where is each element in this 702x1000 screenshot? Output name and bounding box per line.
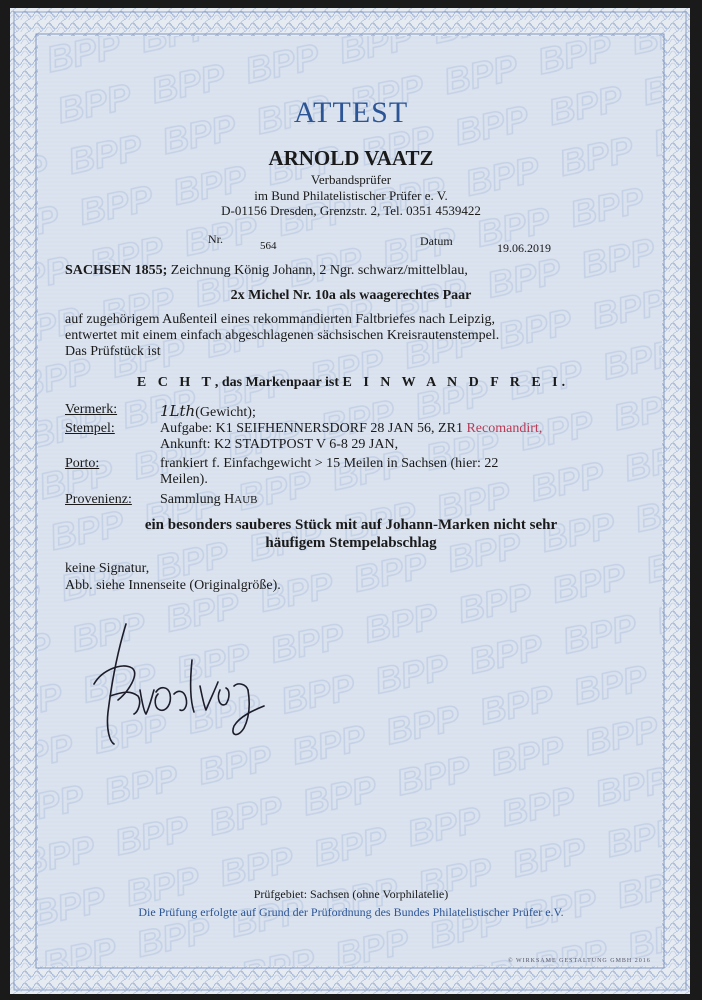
stempel-aufgabe	[160, 421, 542, 437]
footer-pruefgebiet: Prüfgebiet: Sachsen (ohne Vorphilatelie)	[253, 887, 449, 901]
description-issue: Zeichnung König Johann, 2 Ngr. schwarz/mittelblau,	[167, 263, 468, 278]
vermerk-handwritten: 1Lth	[160, 402, 196, 420]
description-line-2: 2x Michel Nr. 10a als waagerechtes Paar	[230, 288, 472, 303]
provenienz-smallcaps: AUB	[234, 494, 258, 506]
verdict-echt: E C H T	[136, 375, 215, 390]
porto-label: Porto:	[65, 456, 100, 471]
provenienz-label: Provenienz:	[65, 492, 132, 507]
description-line-5: Das Prüfstück ist	[65, 344, 161, 359]
verdict-middle: , das Markenpaar ist	[214, 375, 343, 390]
description-line-1	[65, 263, 468, 279]
vermerk-text: (Gewicht);	[195, 405, 256, 420]
stempel-label: Stempel:	[65, 421, 115, 436]
attest-title: ATTEST	[293, 96, 409, 129]
provenienz-text: Sammlung H	[160, 492, 235, 507]
vermerk-label: Vermerk:	[65, 402, 118, 417]
porto-value-line-1: frankiert f. Einfachgewicht > 15 Meilen in Sachsen (hier: 22	[160, 456, 499, 471]
stempel-recomandirt: Recomandirt,	[466, 421, 543, 436]
description-line-3: auf zugehörigem Außenteil eines rekommandierten Faltbriefes nach Leipzig,	[65, 312, 495, 327]
printer-mark: © WIRKSAME GESTALTUNG GMBH 2016	[508, 958, 651, 964]
stempel-aufgabe-text: Aufgabe: K1 SEIFHENNERSDORF 28 JAN 56, ZR1	[160, 421, 467, 436]
pruefer-organization: im Bund Philatelistischer Prüfer e. V.	[254, 188, 448, 203]
vermerk-value	[160, 402, 256, 421]
footer-pruefordnung: Die Prüfung erfolgte auf Grund der Prüfordnung des Bundes Philatelistischer Prüfer e.V.	[138, 905, 564, 919]
pruefer-address: D-01156 Dresden, Grenzstr. 2, Tel. 0351 4539422	[221, 203, 481, 218]
verdict-line	[0, 375, 702, 391]
nr-label: Nr.	[208, 232, 223, 246]
datum-value: 19.06.2019	[497, 241, 551, 255]
pruefer-role: Verbandsprüfer	[310, 172, 392, 187]
handwritten-signature	[88, 620, 308, 750]
stempel-ankunft: Ankunft: K2 STADTPOST V 6-8 29 JAN,	[160, 437, 399, 452]
datum-label: Datum	[420, 234, 453, 248]
verdict-end: .	[561, 375, 566, 390]
description-line-4: entwertet mit einem einfach abgeschlagenen sächsischen Kreisrautenstempel.	[65, 328, 500, 343]
nr-value: 564	[260, 240, 277, 252]
remark-line-2: häufigem Stempelabschlag	[265, 535, 437, 551]
note-signatur: keine Signatur,	[65, 561, 150, 576]
pruefer-name: ARNOLD VAATZ	[268, 146, 434, 170]
remark-line-1: ein besonders sauberes Stück mit auf Johann-Marken nicht sehr	[144, 517, 558, 533]
porto-value-line-2: Meilen).	[160, 472, 208, 487]
note-abbildung: Abb. siehe Innenseite (Originalgröße).	[65, 578, 281, 593]
provenienz-value	[160, 492, 258, 508]
verdict-einwandfrei: E I N W A N D F R E I	[342, 375, 562, 390]
description-country: SACHSEN 1855;	[65, 263, 168, 278]
